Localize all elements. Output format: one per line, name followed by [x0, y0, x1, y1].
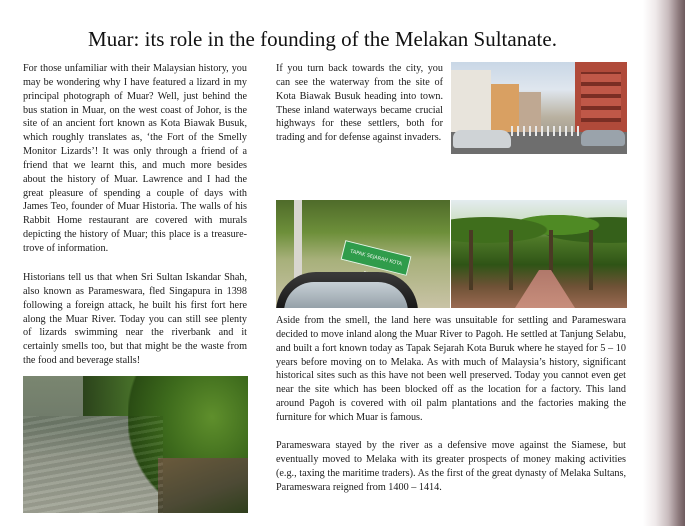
- photo-river-monitor-lizards: [23, 376, 248, 513]
- paragraph-historians: Historians tell us that when Sri Sultan Iskandar Shah, also known as Parameswara, fled Singapura in 1398 following a foreign attack, he built his first fort here along the Muar River. Today you can still see plenty of lizards swimming near the riverbank and it certainly smells too, but that might be the waste from the food and beverage stalls!: [23, 272, 247, 367]
- page-edge-shadow: [643, 0, 685, 526]
- historic-site-signboard: TAPAK SEJARAH KOTA: [341, 240, 412, 276]
- paragraph-pagoh: Aside from the smell, the land here was unsuitable for settling and Parameswara decided to move inland along the Muar River to Pagoh. He settled at Tanjung Selabu, and built a fort known today as Tapak Sejarah Kota Buruk where he stayed for 5 – 10 years before moving on to Melaka. As with much of Malaysia’s history, significant historical sites such as this have not been well preserved. Today you cannot even get near the site which has been blocked off as the location for a factory. This land around Pagoh is covered with oil palm plantations and the factories making the furniture for which Muar is famous.: [276, 315, 626, 423]
- paragraph-waterway: If you turn back towards the city, you can see the waterway from the site of Kota Biawak Busuk heading into town. These inland waterways became crucial highways for these settlers, both for trading and for defense against invaders.: [276, 63, 443, 144]
- page-title: Muar: its role in the founding of the Melakan Sultanate.: [88, 27, 557, 51]
- photo-historic-site-sign: [276, 200, 450, 308]
- paragraph-intro: For those unfamiliar with their Malaysian history, you may be wondering why I have featured a lizard in my principal photograph of Muar? Well, just behind the bus station in Muar, on the west coast of Johor, is the site of an ancient fort known as Kota Biawak Busuk, which roughly translates as, ‘the Fort of the Smelly Monitor Lizards’! It was only through a friend of a friend that we learnt this, and much more besides about the history of Muar. Lawrence and I had the great pleasure of spending a couple of days with James Teo, founder of Muar Historia. The walls of his Rabbit Home restaurant are covered with murals depicting the history of Muar; this place is a treasure-trove of information.: [23, 63, 247, 254]
- paragraph-siamese: Parameswara stayed by the river as a defensive move against the Siamese, but eventually moved to Melaka with its greater prospects of money making activities (e.g., taxing the maritime traders). As the first of the great dynasty of Melaka Sultans, Parameswara reigned from 1400 – 1414.: [276, 440, 626, 493]
- photo-muar-street: [451, 62, 627, 154]
- photo-oil-palm-plantation: [451, 200, 627, 308]
